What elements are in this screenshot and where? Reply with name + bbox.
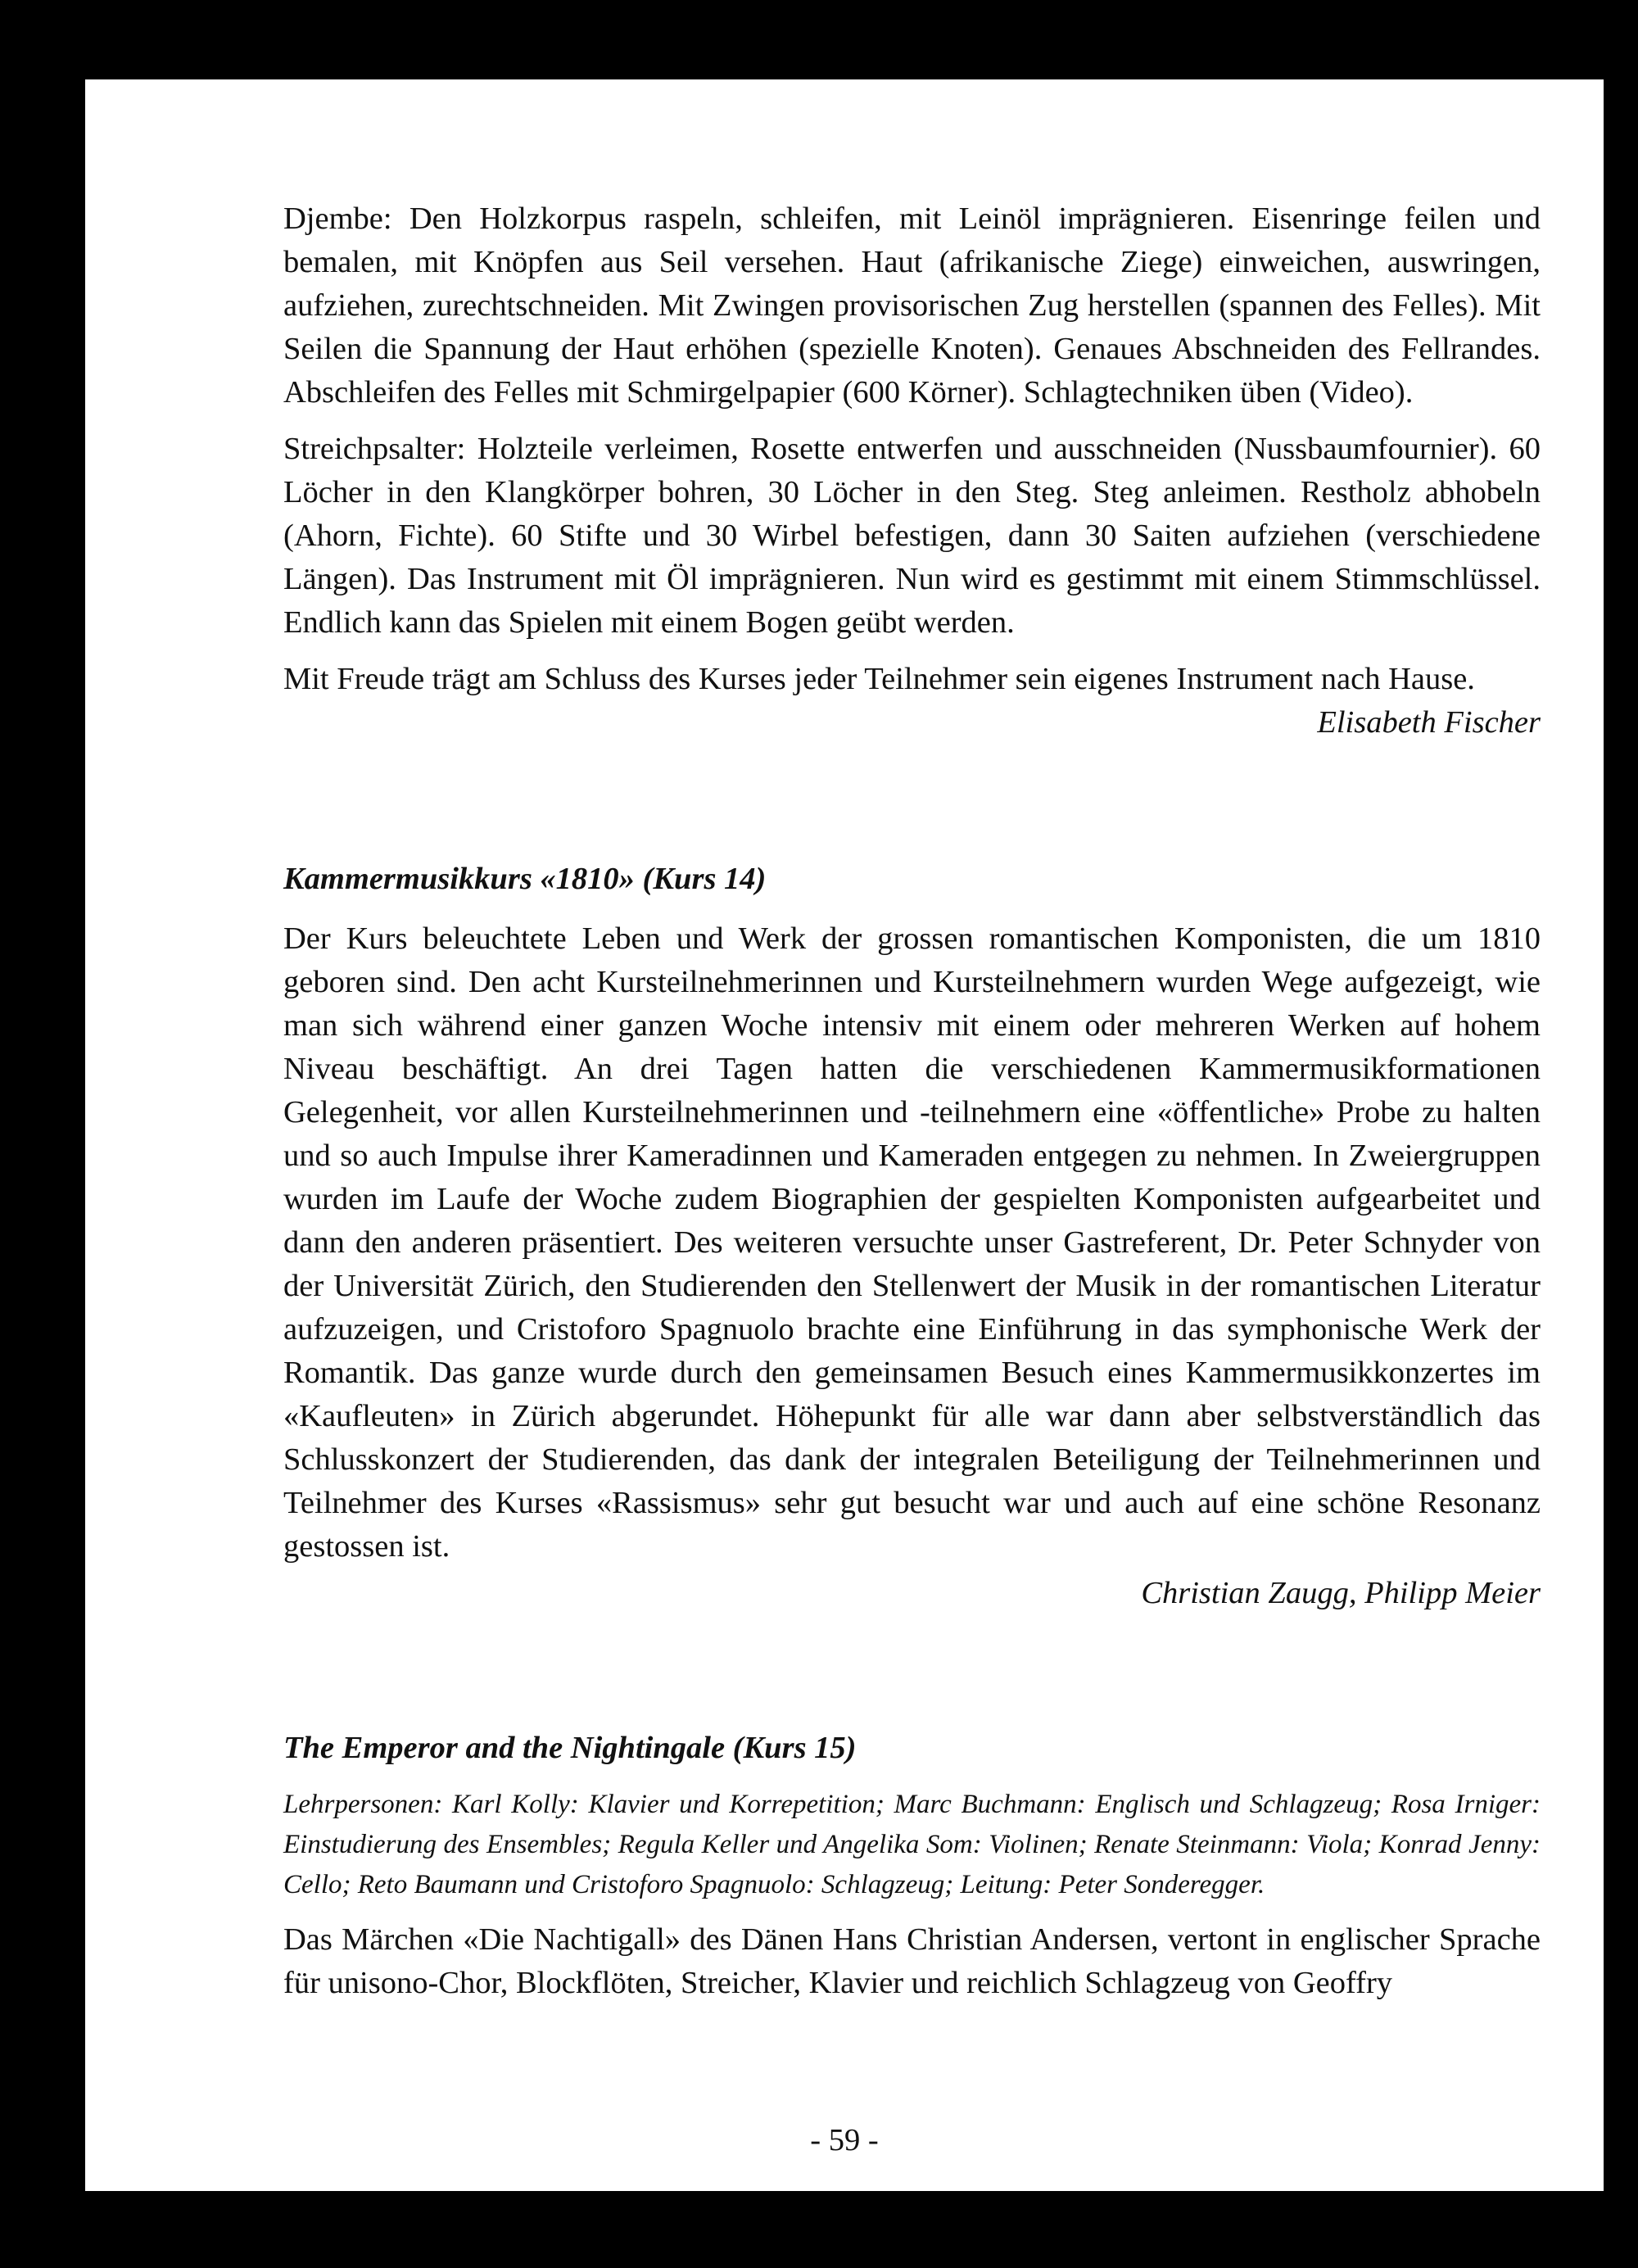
signature-zaugg-meier: Christian Zaugg, Philipp Meier: [1141, 1576, 1541, 1610]
signature-fischer: Elisabeth Fischer: [1317, 705, 1541, 740]
paragraph-maerchen: Das Märchen «Die Nachtigall» des Dänen Hans Christian Andersen, vertont in englischer Sprache für unisono-Chor, Blockflöten, Streicher, Klavier und reichlich Schlagzeug von Geoffry: [283, 1922, 1541, 2000]
page-number: - 59 -: [810, 2123, 879, 2157]
lehrpersonen-list: Lehrpersonen: Karl Kolly: Klavier und Korrepetition; Marc Buchmann: Englisch und Schlagzeug; Rosa Irniger: Einstudierung des Ensembles; Regula Keller und Angelika Som: Violinen; Renate Steinmann: Viola; Konrad Jenny: Cello; Reto Baumann und Cristoforo Spagnuolo: Schlagzeug; Leitung: Peter Sonderegger.: [283, 1790, 1541, 1899]
heading-emperor-nightingale: The Emperor and the Nightingale (Kurs 15): [283, 1731, 857, 1765]
paragraph-streichpsalter: Streichpsalter: Holzteile verleimen, Rosette entwerfen und ausschneiden (Nussbaumfournier). 60 Löcher in den Klangkörper bohren, 30 Löcher in den Steg. Steg anleimen. Restholz abhobeln (Ahorn, Fichte). 60 Stifte und 30 Wirbel befestigen, dann 30 Saiten aufziehen (verschiedene Längen). Das Instrument mit Öl imprägnieren. Nun wird es gestimmt mit einem Stimmschlüssel. Endlich kann das Spielen mit einem Bogen geübt werden.: [283, 432, 1541, 640]
paragraph-kammermusikkurs: Der Kurs beleuchtete Leben und Werk der grossen romantischen Komponisten, die um 1810 geboren sind. Den acht Kursteilnehmerinnen und Kursteilnehmern wurden Wege aufgezeigt, wie man sich während einer ganzen Woche intensiv mit einem oder mehreren Werken auf hohem Niveau beschäftigt. An drei Tagen hatten die verschiedenen Kammermusikformationen Gelegenheit, vor allen Kursteilnehmerinnen und -teilnehmern eine «öffentliche» Probe zu halten und so auch Impulse ihrer Kameradinnen und Kameraden entgegen zu nehmen. In Zweiergruppen wurden im Laufe der Woche zudem Biographien der gespielten Komponisten aufgearbeitet und dann den anderen präsentiert. Des weiteren versuchte unser Gastreferent, Dr. Peter Schnyder von der Universität Zürich, den Studierenden den Stellenwert der Musik in der romantischen Literatur aufzuzeigen, und Cristoforo Spagnuolo brachte eine Einführung in das symphonische Werk der Romantik. Das ganze wurde durch den gemeinsamen Besuch eines Kammermusikkonzertes im «Kaufleuten» in Zürich abgerundet. Höhepunkt für alle war dann aber selbstverständlich das Schlusskonzert der Studierenden, das dank der integralen Beteiligung der Teilnehmerinnen und Teilnehmer des Kurses «Rassismus» sehr gut besucht war und auch auf eine schöne Resonanz gestossen ist.: [283, 921, 1541, 1564]
page-content: [283, 197, 1541, 2005]
document-page: [85, 79, 1604, 2191]
paragraph-djembe: Djembe: Den Holzkorpus raspeln, schleifen, mit Leinöl imprägnieren. Eisenringe feilen und bemalen, mit Knöpfen aus Seil versehen. Haut (afrikanische Ziege) einweichen, auswringen, aufziehen, zurechtschneiden. Mit Zwingen provisorischen Zug herstellen (spannen des Felles). Mit Seilen die Spannung der Haut erhöhen (spezielle Knoten). Genaues Abschneiden des Fellrandes. Abschleifen des Felles mit Schmirgelpapier (600 Körner). Schlagtechniken üben (Video).: [283, 201, 1541, 410]
heading-kammermusikkurs: Kammermusikkurs «1810» (Kurs 14): [283, 862, 767, 896]
paragraph-freude: Mit Freude trägt am Schluss des Kurses jeder Teilnehmer sein eigenes Instrument nach Hause.: [283, 662, 1475, 696]
